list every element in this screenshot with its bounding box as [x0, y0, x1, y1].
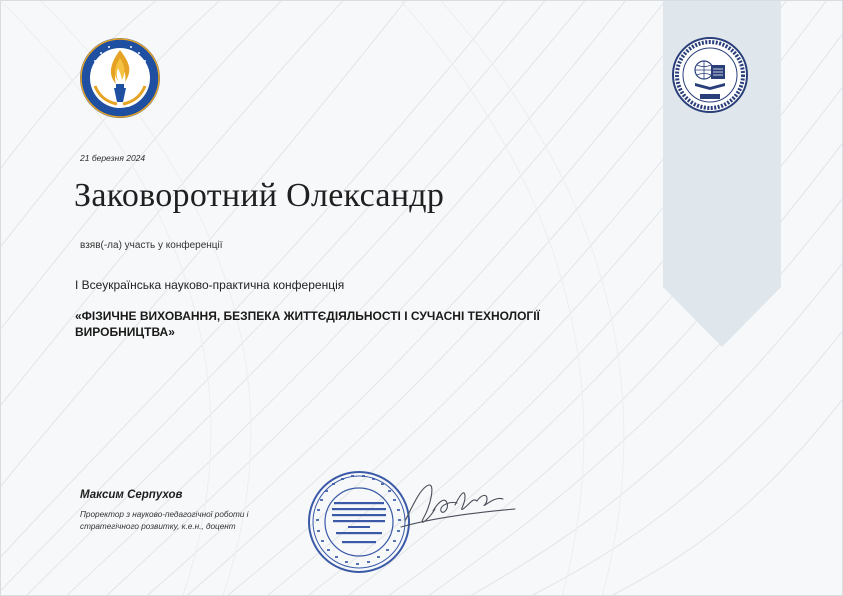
recipient-name: Заковоротний Олександр — [74, 177, 445, 214]
university-seal-icon — [671, 31, 749, 115]
participation-text: взяв(-ла) участь у конференції — [80, 240, 223, 251]
official-stamp-icon — [306, 469, 412, 575]
conference-type: I Всеукраїнська науково-практична конференція — [75, 278, 345, 292]
signatory-position: Проректор з науково-педагогічної роботи і стратегічного розвитку, к.е.н., доцент — [80, 510, 249, 531]
signatory-name: Максим Серпухов — [80, 489, 183, 501]
certificate-date: 21 березня 2024 — [80, 153, 146, 163]
handwritten-signature — [399, 475, 519, 535]
conference-title: «ФІЗИЧНЕ ВИХОВАННЯ, БЕЗПЕКА ЖИТТЄДІЯЛЬНОСТІ І СУЧАСНІ ТЕХНОЛОГІЇ ВИРОБНИЦТВА» — [75, 309, 540, 339]
torch-emblem-icon — [73, 36, 167, 120]
